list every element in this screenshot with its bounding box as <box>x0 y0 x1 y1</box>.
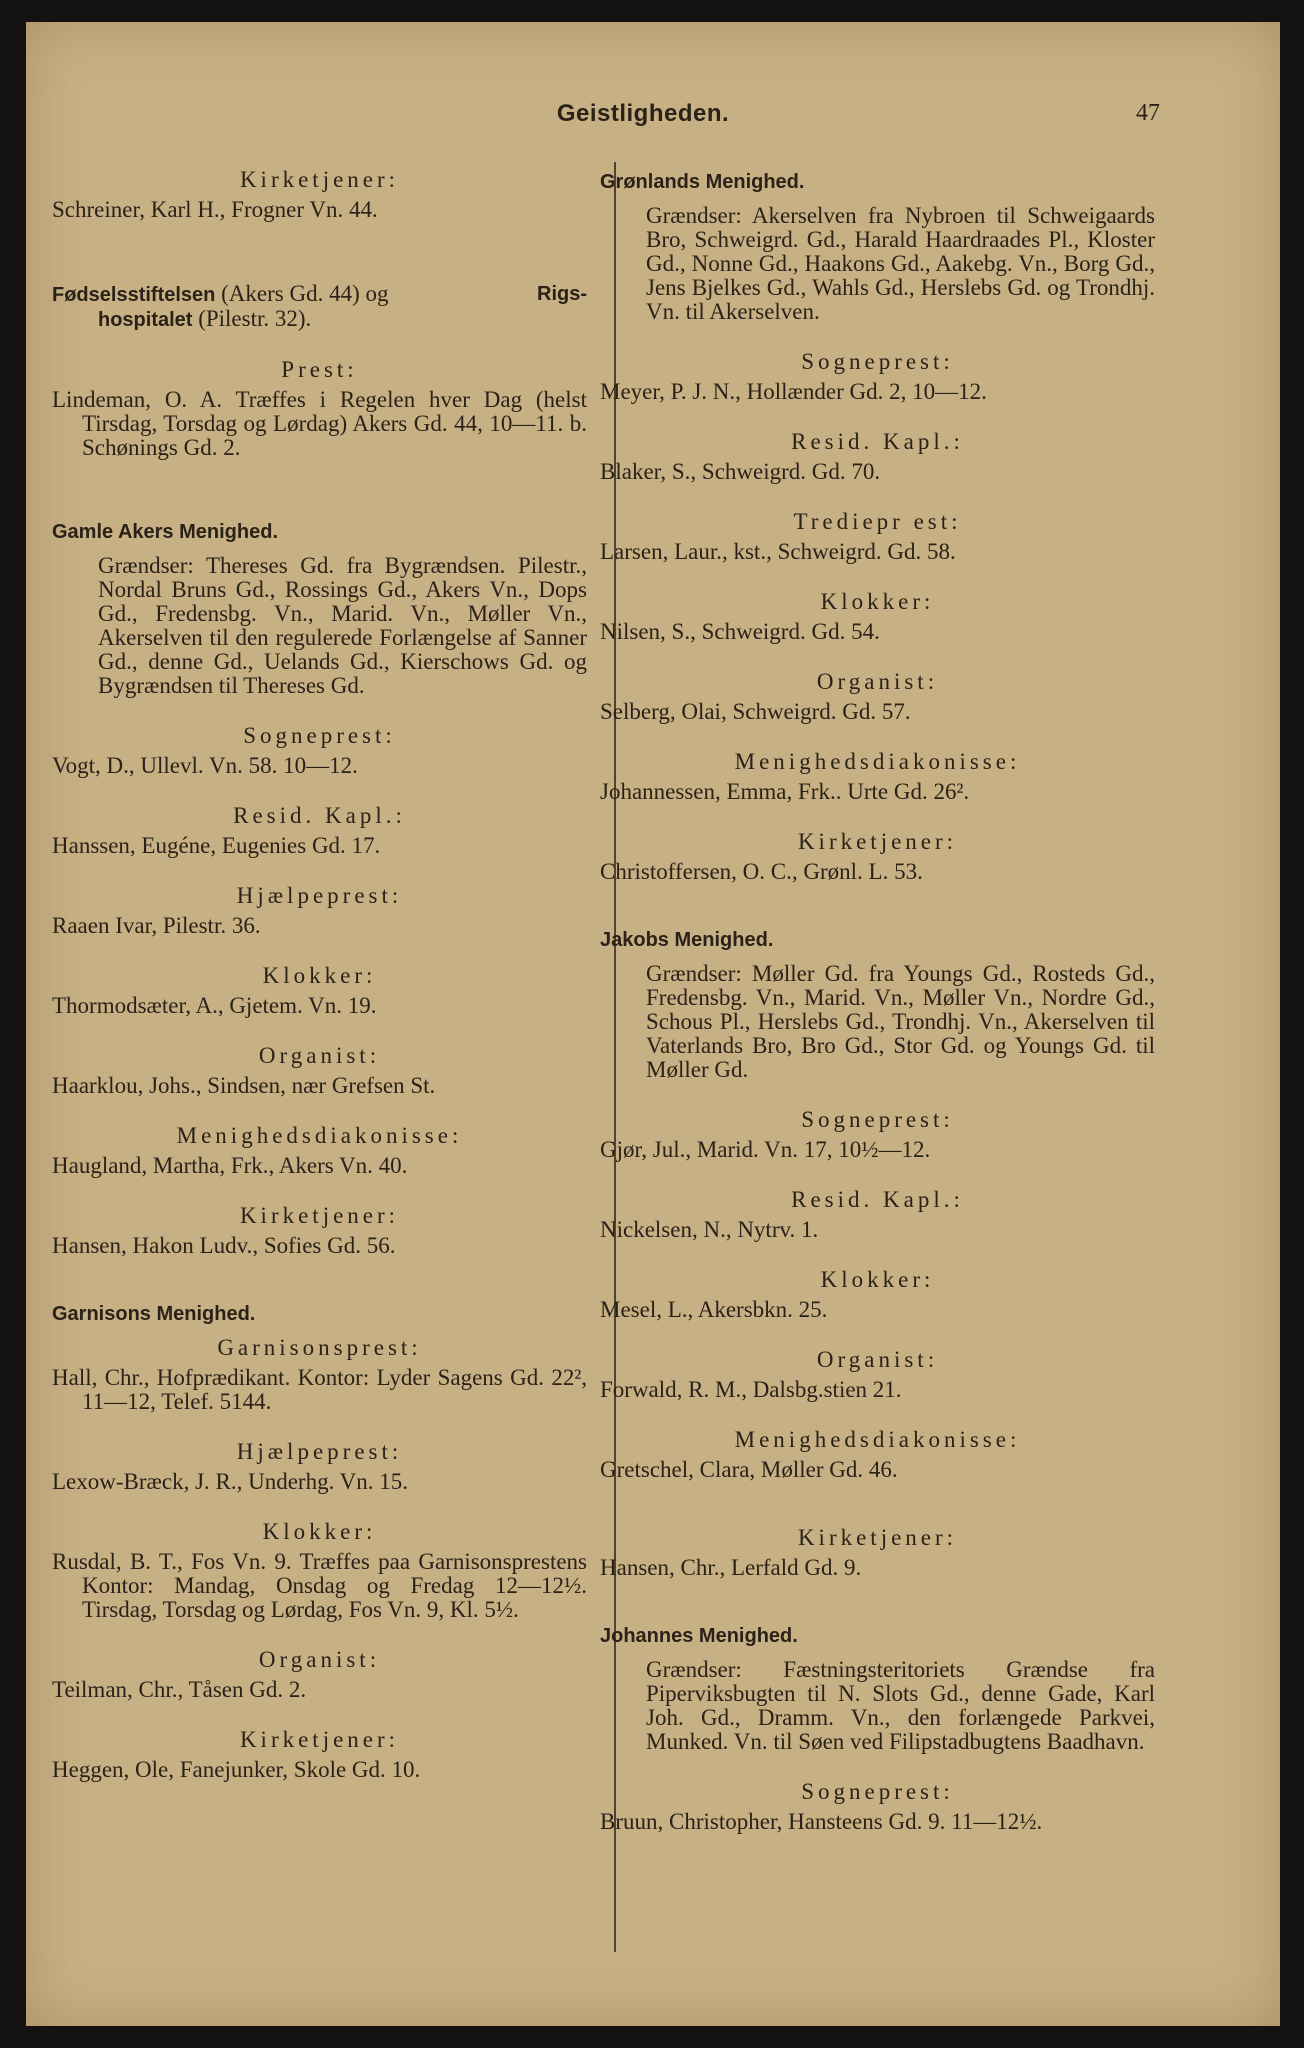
role-label: Kirketjener: <box>239 1203 400 1228</box>
left-column <box>52 168 587 1782</box>
entry: Mesel, L., Akersbkn. 25. <box>600 1297 828 1322</box>
role-label: Sogneprest: <box>243 723 396 748</box>
entry: Lindeman, O. A. Træffes i Regelen hver Dag (helst Tirsdag, Torsdag og Lørdag) Akers Gd. 44, 10—11. b. Schønings Gd. 2. <box>52 387 587 460</box>
entry: Bruun, Christopher, Hansteens Gd. 9. 11—12½. <box>600 1809 1043 1834</box>
entry: Christoffersen, O. C., Grønl. L. 53. <box>600 859 923 884</box>
role-label: Hjælpeprest: <box>236 1439 403 1464</box>
graendser: Grændser: Thereses Gd. fra Bygrændsen. Pilestr., Nordal Bruns Gd., Rossings Gd., Akers Vn., Dops Gd., Fredensbg. Vn., Marid. Vn., Møller Vn., Akerselven til den regulerede Forlængelse af Sanner Gd., denne Gd., Uelands Gd., Kierschows Gd. og Bygrændsen til Thereses Gd. <box>98 553 587 698</box>
role-label: Menighedsdiakonisse: <box>734 749 1021 774</box>
role-label: Organist: <box>816 1347 939 1372</box>
role-label: Resid. Kapl.: <box>233 803 406 828</box>
entry: Blaker, S., Schweigrd. Gd. 70. <box>600 459 881 484</box>
entry: Larsen, Laur., kst., Schweigrd. Gd. 58. <box>600 539 956 564</box>
graendser: Grændser: Møller Gd. fra Youngs Gd., Rosteds Gd., Fredensbg. Vn., Marid. Vn., Møller Vn., Nordre Gd., Schous Pl., Herslebs Gd., Trondhj. Vn., Akerselven til Vaterlands Bro, Bro Gd., Stor Gd. og Youngs Gd. til Møller Gd. <box>646 961 1155 1082</box>
role-label: Klokker: <box>262 963 377 988</box>
right-column <box>600 170 1155 1834</box>
role-label: Menighedsdiakonisse: <box>176 1123 463 1148</box>
entry: Lexow-Bræck, J. R., Underhg. Vn. 15. <box>52 1469 409 1494</box>
entry: Selberg, Olai, Schweigrd. Gd. 57. <box>600 699 911 724</box>
page-title: Geistligheden. <box>556 100 730 127</box>
fodsel-rigs: Rigs- <box>537 283 587 305</box>
entry: Raaen Ivar, Pilestr. 36. <box>52 913 261 938</box>
entry: Hanssen, Eugéne, Eugenies Gd. 17. <box>52 833 381 858</box>
fodsel-name: Fødselsstiftelsen <box>52 284 216 306</box>
graendser: Grændser: Fæstningsteritoriets Grændse fra Piperviksbugten til N. Slots Gd., denne Gade, Karl Joh. Gd., Dramm. Vn., den forlængede Parkvei, Munked. Vn. til Søen ved Filipstadbugtens Baadhavn. <box>646 1657 1155 1754</box>
role-label: Garnisonsprest: <box>217 1335 422 1360</box>
role-label: Kirketjener: <box>797 1525 958 1550</box>
entry: Schreiner, Karl H., Frogner Vn. 44. <box>52 197 378 222</box>
role-label: Kirketjener: <box>239 1727 400 1752</box>
entry: Haarklou, Johs., Sindsen, nær Grefsen St. <box>52 1073 436 1098</box>
role-label: Kirketjener: <box>239 167 400 192</box>
role-label: Trediepr est: <box>793 509 962 534</box>
entry: Teilman, Chr., Tåsen Gd. 2. <box>52 1677 307 1702</box>
entry: Thormodsæter, A., Gjetem. Vn. 19. <box>52 993 377 1018</box>
entry: Gjør, Jul., Marid. Vn. 17, 10½—12. <box>600 1137 931 1162</box>
fodsel-address: (Akers Gd. 44) og <box>215 281 389 306</box>
entry: Nilsen, S., Schweigrd. Gd. 54. <box>600 619 880 644</box>
role-label: Sogneprest: <box>801 349 954 374</box>
role-label: Kirketjener: <box>797 829 958 854</box>
role-label: Resid. Kapl.: <box>791 1187 964 1212</box>
entry: Vogt, D., Ullevl. Vn. 58. 10—12. <box>52 753 358 778</box>
entry: Forwald, R. M., Dalsbg.stien 21. <box>600 1377 902 1402</box>
role-label: Sogneprest: <box>801 1779 954 1804</box>
entry: Nickelsen, N., Nytrv. 1. <box>600 1217 819 1242</box>
section-title: Grønlands Menighed. <box>600 171 805 193</box>
role-label: Menighedsdiakonisse: <box>734 1427 1021 1452</box>
role-label: Resid. Kapl.: <box>791 429 964 454</box>
entry: Hansen, Hakon Ludv., Sofies Gd. 56. <box>52 1233 396 1258</box>
role-label: Organist: <box>258 1647 381 1672</box>
role-label: Klokker: <box>262 1519 377 1544</box>
section-title: Garnisons Menighed. <box>52 1303 256 1325</box>
role-label: Organist: <box>816 669 939 694</box>
role-label: Organist: <box>258 1043 381 1068</box>
role-label: Sogneprest: <box>801 1107 954 1132</box>
section-title: Jakobs Menighed. <box>600 929 774 951</box>
role-label: Klokker: <box>820 589 935 614</box>
section-title: Gamle Akers Menighed. <box>52 521 278 543</box>
fodsel-heading-line2 <box>52 307 587 332</box>
entry: Rusdal, B. T., Fos Vn. 9. Træffes paa Garnisonsprestens Kontor: Mandag, Onsdag og Fredag 12—12½. Tirsdag, Torsdag og Lørdag, Fos Vn. 9, Kl. 5½. <box>52 1549 587 1622</box>
entry: Heggen, Ole, Fanejunker, Skole Gd. 10. <box>52 1757 421 1782</box>
entry: Hall, Chr., Hofprædikant. Kontor: Lyder Sagens Gd. 22², 11—12, Telef. 5144. <box>52 1365 587 1414</box>
page-number: 47 <box>1136 100 1160 126</box>
section-title: Johannes Menighed. <box>600 1625 798 1647</box>
rigshospitalet-address: (Pilestr. 32). <box>192 306 312 331</box>
fodsel-heading <box>52 282 587 307</box>
rigshospitalet-name: hospitalet <box>98 309 193 331</box>
role-label: Hjælpeprest: <box>236 883 403 908</box>
role-label: Klokker: <box>820 1267 935 1292</box>
graendser: Grændser: Akerselven fra Nybroen til Schweigaards Bro, Schweigrd. Gd., Harald Haardraades Pl., Kloster Gd., Nonne Gd., Haakons Gd., Aakebg. Vn., Borg Gd., Jens Bjelkes Gd., Wahls Gd., Herslebs Gd. og Trondhj. Vn. til Akerselven. <box>646 203 1155 324</box>
entry: Meyer, P. J. N., Hollænder Gd. 2, 10—12. <box>600 379 987 404</box>
entry: Johannessen, Emma, Frk.. Urte Gd. 26². <box>600 779 970 804</box>
entry: Gretschel, Clara, Møller Gd. 46. <box>600 1457 898 1482</box>
entry: Hansen, Chr., Lerfald Gd. 9. <box>600 1555 862 1580</box>
entry: Haugland, Martha, Frk., Akers Vn. 40. <box>52 1153 408 1178</box>
role-label: Prest: <box>281 357 358 382</box>
